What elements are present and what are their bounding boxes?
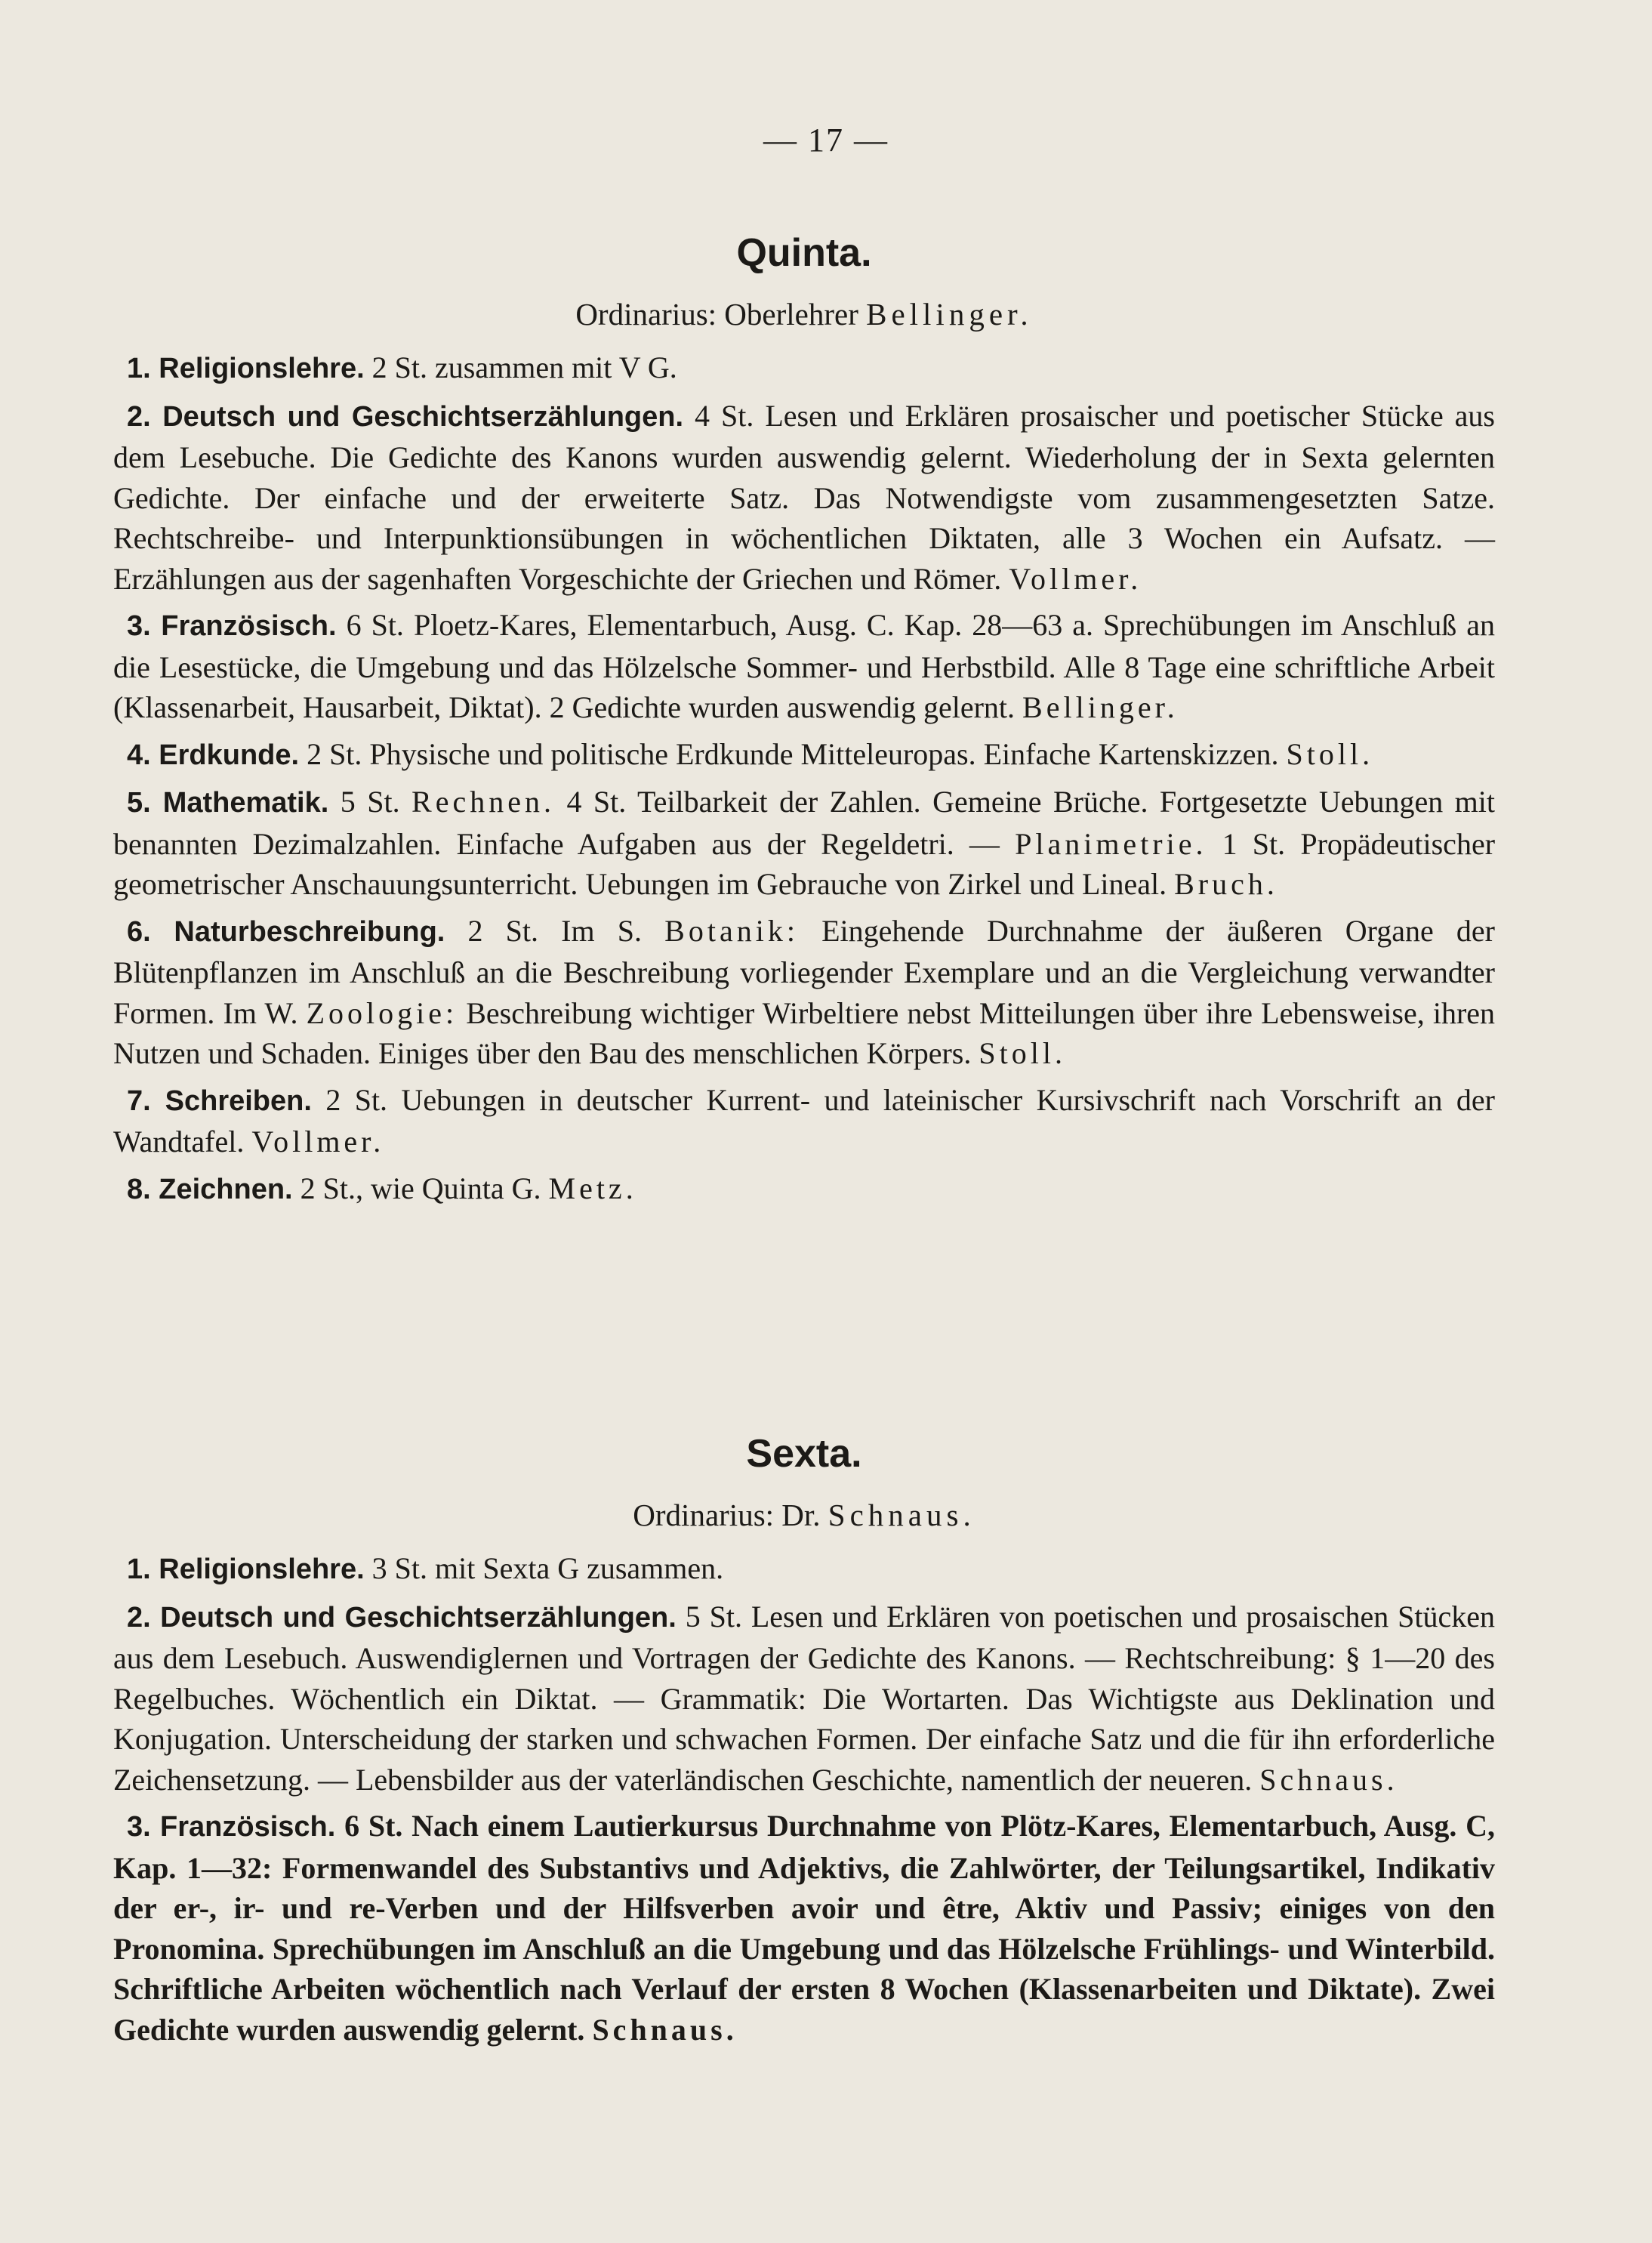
subject-entry <box>113 734 1495 776</box>
subject-text: 5 St. <box>340 785 400 819</box>
subject-heading: 1. Religionslehre. <box>127 1553 365 1585</box>
subject-heading: 3. Französisch. <box>127 610 337 642</box>
subject-text: 3 St. mit Sexta G zusammen. <box>371 1551 724 1585</box>
teacher-name: Bellinger. <box>1022 690 1179 724</box>
subject-text: 2 St. Uebungen in deutscher Kurrent- und lateinischer Kursivschrift nach Vorschrift an der Wandtafel. <box>113 1082 1496 1159</box>
subject-text: 2 St. zusammen mit V G. <box>371 350 677 384</box>
subject-text: 4 St. Teilbarkeit der Zahlen. Gemeine Brüche. Fortgesetzte Uebungen mit benannten Dezimalzahlen. Einfache Aufgaben aus der Regeldetri. — <box>113 785 1496 861</box>
subject-heading: 2. Deutsch und Geschichtserzählungen. <box>127 1601 677 1634</box>
subject-heading: 1. Religionslehre. <box>127 353 365 384</box>
section-title: Sexta. <box>746 1432 862 1476</box>
section-title: Quinta. <box>736 231 872 275</box>
subject-entry <box>113 782 1495 905</box>
subject-text: 5 St. Lesen und Erklären von poetischen und prosaischen Stücken aus dem Lesebuch. Auswendiglernen und Vortragen der Gedichte des Kanons. — Rechtschreibung: § 1—20 des Regelbuches. Wöchentlich ein Diktat. — Grammatik: Die Wortarten. Das Wichtigste aus Deklination und Konjugation. Unterscheidung der starken und schwachen Formen. Der einfache Satz und die für ihn erforderliche Zeichensetzung. — Lebensbilder aus der vaterländischen Geschichte, namentlich der neueren. <box>113 1599 1495 1797</box>
ordinarius-label: Ordinarius: Oberlehrer <box>575 297 858 332</box>
subject-text: 4 St. Lesen und Erklären prosaischer und poetischer Stücke aus dem Lesebuche. Die Gedichte des Kanons wurden auswendig gelernt. Wiederholung der in Sexta gelernten Gedichte. Der einfache und der erweiterte Satz. Das Notwendigste vom zusammengesetzten Satze. Rechtschreibe- und Interpunktionsübungen in wöchentlichen Diktaten, alle 3 Wochen ein Aufsatz. — Erzählungen aus der sagenhaften Vorgeschichte der Griechen und Römer. <box>113 398 1496 596</box>
subject-entry <box>113 396 1495 600</box>
page-number: — 17 — <box>763 122 889 159</box>
teacher-name: Schnaus. <box>1259 1762 1398 1797</box>
subject-heading: 5. Mathematik. <box>127 787 329 819</box>
topic-label: Rechnen. <box>411 785 555 819</box>
teacher-name: Metz. <box>548 1171 637 1205</box>
subject-text: 6 St. Ploetz-Kares, Elementarbuch, Ausg. C. Kap. 28—63 a. Sprechübungen im Anschluß an die Lesestücke, die Umgebung und das Hölzelsche Sommer- und Herbstbild. Alle 8 Tage eine schriftliche Arbeit (Klassenarbeit, Hausarbeit, Diktat). 2 Gedichte wurden auswendig gelernt. <box>113 608 1495 724</box>
subject-entry <box>113 1168 1495 1211</box>
section-sexta <box>113 1427 1495 2056</box>
subject-entry <box>113 605 1495 728</box>
subject-entry <box>113 347 1495 390</box>
subject-entry <box>113 1080 1495 1162</box>
ordinarius-label: Ordinarius: Dr. <box>633 1498 821 1532</box>
ordinarius-name: Schnaus. <box>828 1498 975 1532</box>
topic-label: Zoologie: <box>306 995 458 1030</box>
teacher-name: Schnaus. <box>592 2012 738 2047</box>
subject-heading: 7. Schreiben. <box>127 1084 312 1117</box>
teacher-name: Stoll. <box>1286 736 1374 771</box>
subject-heading: 3. Französisch. <box>127 1811 336 1843</box>
ordinarius-name: Bellinger. <box>866 297 1033 332</box>
subject-entry <box>113 1548 1495 1590</box>
subject-text: 2 St. Im S. <box>467 913 642 948</box>
subject-text: 2 St., wie Quinta G. <box>300 1171 541 1205</box>
subject-text: 6 St. Nach einem Lautierkursus Durchnahme von Plötz-Kares, Elementarbuch, Ausg. C, Kap. 1—32: Formenwandel des Substantivs und Adjektivs, die Zahlwörter, der Teilungsartikel, Indikativ der er-, ir- und re-Verben und der Hilfsverben avoir und être, Aktiv und Passiv; einiges von den Pronomina. Sprechübungen im Anschluß an die Umgebung und das Hölzelsche Frühlings- und Winterbild. Schriftliche Arbeiten wöchentlich nach Verlauf der ersten 8 Wochen (Klassenarbeiten und Diktate). Zwei Gedichte wurden auswendig gelernt. <box>113 1809 1495 2047</box>
teacher-name: Vollmer. <box>251 1125 385 1159</box>
topic-label: Planimetrie. <box>1015 826 1207 861</box>
ordinarius-line <box>113 1494 1495 1536</box>
subject-entry <box>113 1806 1495 2050</box>
subject-heading: 4. Erdkunde. <box>127 739 300 771</box>
teacher-name: Vollmer. <box>1009 561 1142 596</box>
topic-label: Botanik: <box>664 913 799 948</box>
subject-entry <box>113 1597 1495 1800</box>
ordinarius-line <box>113 293 1495 335</box>
subject-text: 2 St. Physische und politische Erdkunde Mitteleuropas. Einfache Kartenskizzen. <box>307 736 1279 771</box>
subject-entry <box>113 911 1495 1074</box>
subject-text: 1 St. Propädeutischer geometrischer Anschauungsunterricht. Uebungen im Gebrauche von Zirkel und Lineal. <box>113 826 1496 901</box>
teacher-name: Stoll. <box>979 1036 1066 1070</box>
section-quinta <box>113 227 1495 1216</box>
teacher-name: Bruch. <box>1174 867 1278 901</box>
subject-heading: 8. Zeichnen. <box>127 1173 293 1205</box>
subject-text: Eingehende Durchnahme der äußeren Organe der Blütenpflanzen im Anschluß an die Beschreibung vorliegender Exemplare und an die Vergleichung verwandter Formen. Im W. <box>113 913 1495 1030</box>
subject-heading: 6. Naturbeschreibung. <box>127 915 445 948</box>
subject-text: Beschreibung wichtiger Wirbeltiere nebst Mitteilungen über ihre Lebensweise, ihren Nutzen und Schaden. Einiges über den Bau des menschlichen Körpers. <box>113 995 1496 1070</box>
subject-heading: 2. Deutsch und Geschichtserzählungen. <box>127 400 684 433</box>
